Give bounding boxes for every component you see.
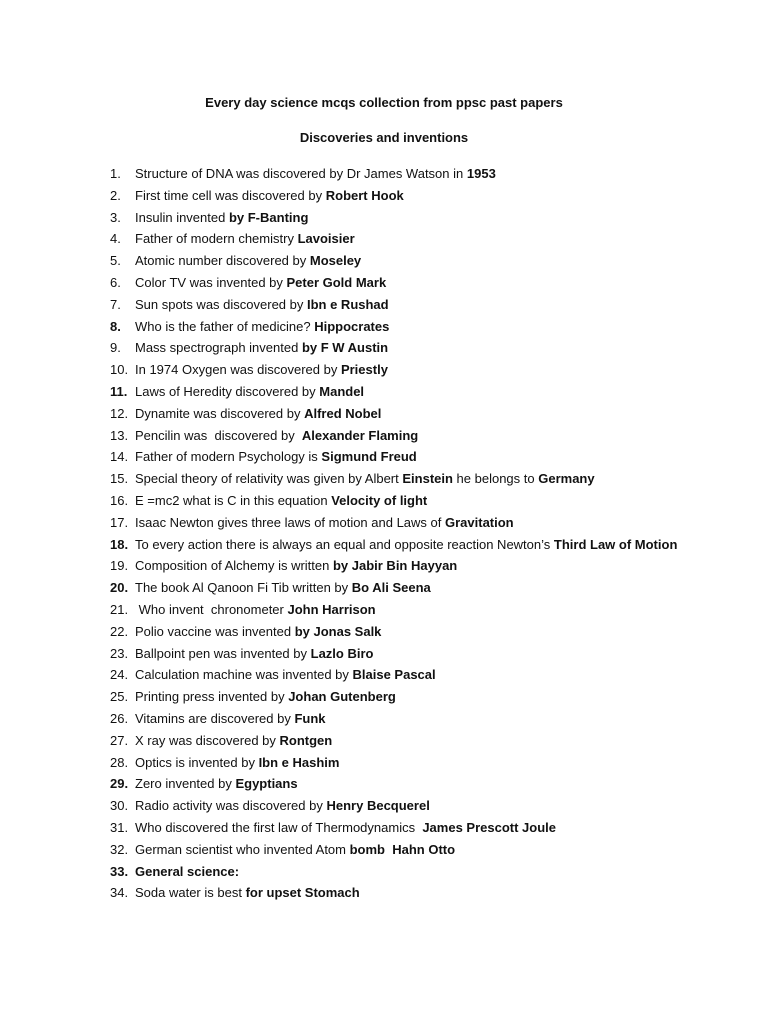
item-number: 23. bbox=[110, 645, 129, 661]
question-text: Zero invented by bbox=[135, 776, 236, 792]
item-number: 22. bbox=[110, 623, 129, 639]
answer-text: Johan Gutenberg bbox=[288, 689, 396, 705]
answer-text: Mandel bbox=[319, 383, 365, 399]
list-item bbox=[110, 795, 680, 817]
list-item bbox=[110, 490, 680, 512]
question-text: Polio vaccine was invented bbox=[135, 623, 295, 639]
item-number: 4. bbox=[110, 231, 121, 247]
answer-text: Sigmund Freud bbox=[321, 449, 417, 465]
item-number: 26. bbox=[110, 710, 129, 726]
question-text: Color TV was invented by bbox=[135, 274, 287, 290]
question-text: Pencilin was discovered by bbox=[135, 427, 302, 443]
item-number: 30. bbox=[110, 798, 129, 814]
item-number: 16. bbox=[110, 492, 129, 508]
question-text: Soda water is best bbox=[135, 885, 246, 901]
question-text: Printing press invented by bbox=[135, 689, 289, 705]
list-item bbox=[110, 381, 680, 403]
answer-text: James Prescott Joule bbox=[422, 819, 557, 835]
answer-text: Rontgen bbox=[279, 732, 333, 748]
item-number: 17. bbox=[110, 514, 129, 530]
item-number: 25. bbox=[110, 689, 129, 705]
item-number: 5. bbox=[110, 253, 121, 269]
item-number: 10. bbox=[110, 362, 129, 378]
question-text: Who invent chronometer bbox=[135, 601, 288, 617]
question-text: E =mc2 what is C in this equation bbox=[135, 492, 332, 508]
item-number: 29. bbox=[110, 776, 129, 792]
answer-text: Lazlo Biro bbox=[310, 645, 374, 661]
answer-text: Robert Hook bbox=[325, 187, 404, 203]
list-item bbox=[110, 294, 680, 316]
document-title: Every day science mcqs collection from ppsc past papers bbox=[205, 95, 563, 110]
item-number: 2. bbox=[110, 187, 121, 203]
answer-text: by Jabir Bin Hayyan bbox=[332, 558, 458, 574]
answer-text: bomb Hahn Otto bbox=[349, 841, 456, 857]
question-text: German scientist who invented Atom bbox=[135, 841, 350, 857]
list-item bbox=[110, 664, 680, 686]
question-text: Radio activity was discovered by bbox=[135, 798, 327, 814]
list-item bbox=[110, 708, 680, 730]
list-item bbox=[110, 599, 680, 621]
question-text: Atomic number discovered by bbox=[135, 253, 310, 269]
answer-text: by F W Austin bbox=[301, 340, 389, 356]
answer-text: Henry Becquerel bbox=[326, 798, 430, 814]
item-number: 20. bbox=[110, 580, 129, 596]
list-item bbox=[110, 446, 680, 468]
question-text: Mass spectrograph invented bbox=[135, 340, 302, 356]
item-number: 12. bbox=[110, 405, 129, 421]
answer-text: for upset Stomach bbox=[245, 885, 360, 901]
list-item bbox=[110, 403, 680, 425]
item-number: 7. bbox=[110, 296, 121, 312]
item-number: 31. bbox=[110, 819, 129, 835]
list-item bbox=[110, 534, 680, 556]
list-item bbox=[110, 686, 680, 708]
item-number: 15. bbox=[110, 471, 129, 487]
question-text: Isaac Newton gives three laws of motion and Laws of bbox=[135, 514, 445, 530]
item-number: 28. bbox=[110, 754, 129, 770]
item-number: 1. bbox=[110, 166, 121, 181]
answer-text: John Harrison bbox=[287, 601, 376, 617]
question-text: Sun spots was discovered by bbox=[135, 296, 307, 312]
list-item bbox=[110, 861, 680, 883]
answer-text: Funk bbox=[294, 710, 326, 726]
question-text: Father of modern chemistry bbox=[135, 231, 298, 247]
list-item bbox=[110, 773, 680, 795]
list-item bbox=[110, 882, 680, 904]
question-text: Father of modern Psychology is bbox=[135, 449, 322, 465]
item-number: 32. bbox=[110, 841, 129, 857]
answer-text: Bo Ali Seena bbox=[351, 580, 431, 596]
answer-text: by Jonas Salk bbox=[294, 623, 382, 639]
list-item bbox=[110, 163, 680, 185]
list-item bbox=[110, 512, 680, 534]
section-heading: Discoveries and inventions bbox=[299, 130, 469, 145]
question-text: In 1974 Oxygen was discovered by bbox=[135, 362, 341, 378]
answer-text: Egyptians bbox=[235, 776, 298, 792]
answer-text: General science: bbox=[135, 863, 240, 879]
list-item bbox=[110, 577, 680, 599]
list-item bbox=[110, 555, 680, 577]
list-item bbox=[110, 817, 680, 839]
item-number: 19. bbox=[110, 558, 129, 574]
question-text: Special theory of relativity was given by Albert bbox=[135, 471, 403, 487]
answer-text: Peter Gold Mark bbox=[286, 274, 387, 290]
item-number: 13. bbox=[110, 427, 129, 443]
list-item bbox=[110, 272, 680, 294]
question-text: Structure of DNA was discovered by Dr James Watson in bbox=[135, 166, 467, 181]
question-text: Who is the father of medicine? bbox=[135, 318, 315, 334]
question-text: X ray was discovered by bbox=[135, 732, 280, 748]
question-text: Laws of Heredity discovered by bbox=[135, 383, 320, 399]
answer-text: Alfred Nobel bbox=[304, 405, 382, 421]
answer-text: Alexander Flaming bbox=[301, 427, 419, 443]
list-item bbox=[110, 337, 680, 359]
item-number: 21. bbox=[110, 601, 129, 617]
list-item bbox=[110, 643, 680, 665]
item-number: 6. bbox=[110, 274, 121, 290]
list-item bbox=[110, 468, 680, 490]
item-number: 8. bbox=[110, 318, 121, 334]
list-item bbox=[110, 207, 680, 229]
question-text: First time cell was discovered by bbox=[135, 187, 326, 203]
list-item bbox=[110, 425, 680, 447]
item-number: 27. bbox=[110, 732, 129, 748]
item-number: 9. bbox=[110, 340, 121, 356]
answer-text: Moseley bbox=[309, 253, 362, 269]
item-number: 34. bbox=[110, 885, 129, 901]
answer-text: Hippocrates bbox=[314, 318, 390, 334]
list-item bbox=[110, 359, 680, 381]
item-number: 3. bbox=[110, 209, 121, 225]
list-item bbox=[110, 621, 680, 643]
question-text: Calculation machine was invented by bbox=[135, 667, 353, 683]
item-number: 24. bbox=[110, 667, 129, 683]
question-text: Optics is invented by bbox=[135, 754, 259, 770]
list-item bbox=[110, 752, 680, 774]
list-item bbox=[110, 185, 680, 207]
question-text: Ballpoint pen was invented by bbox=[135, 645, 311, 661]
question-text: Vitamins are discovered by bbox=[135, 710, 295, 726]
question-text-continued: he belongs to bbox=[452, 471, 539, 487]
list-item bbox=[110, 228, 680, 250]
answer-text: Blaise Pascal bbox=[352, 667, 436, 683]
answer-text: Velocity of light bbox=[331, 492, 428, 508]
question-text: Dynamite was discovered by bbox=[135, 405, 305, 421]
answer-text: Ibn e Rushad bbox=[306, 296, 389, 312]
question-text: Composition of Alchemy is written bbox=[135, 558, 333, 574]
list-item bbox=[110, 730, 680, 752]
item-number: 11. bbox=[110, 383, 128, 399]
question-text: Insulin invented bbox=[135, 209, 229, 225]
list-item bbox=[110, 250, 680, 272]
answer-text: Priestly bbox=[340, 362, 388, 378]
question-text: To every action there is always an equal and opposite reaction Newton’s bbox=[135, 536, 554, 552]
item-number: 18. bbox=[110, 536, 129, 552]
answer-text: Einstein bbox=[402, 471, 453, 487]
mcq-list bbox=[110, 163, 680, 904]
answer-text: Ibn e Hashim bbox=[258, 754, 340, 770]
answer-text: Third Law of Motion bbox=[553, 536, 678, 552]
answer-text: 1953 bbox=[466, 166, 496, 181]
answer-text: by F-Banting bbox=[228, 209, 309, 225]
item-number: 33. bbox=[110, 863, 129, 879]
list-item bbox=[110, 839, 680, 861]
answer-text-secondary: Germany bbox=[538, 471, 595, 487]
list-item bbox=[110, 316, 680, 338]
answer-text: Gravitation bbox=[445, 514, 514, 530]
question-text: The book Al Qanoon Fi Tib written by bbox=[135, 580, 352, 596]
answer-text: Lavoisier bbox=[297, 231, 355, 247]
item-number: 14. bbox=[110, 449, 129, 465]
question-text: Who discovered the first law of Thermodynamics bbox=[135, 819, 423, 835]
